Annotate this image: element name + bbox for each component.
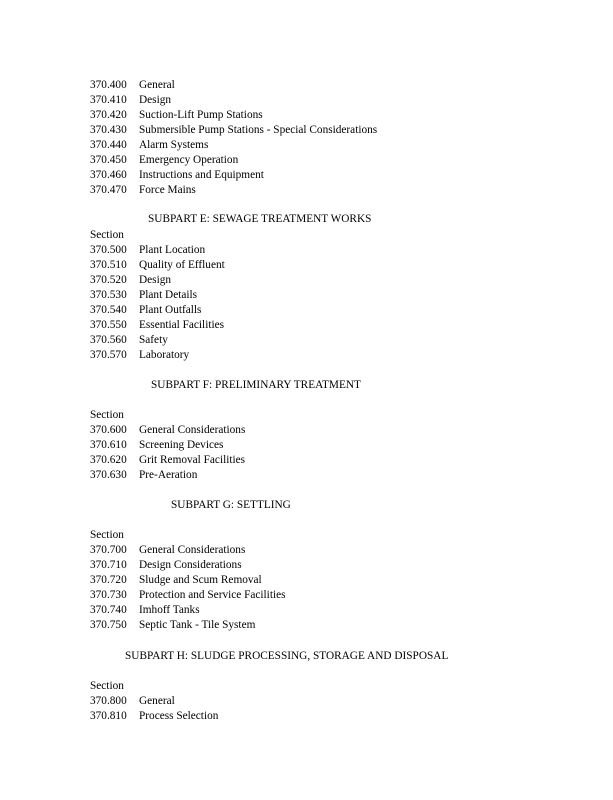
section-title: Essential Facilities [139, 319, 225, 331]
section-title: Grit Removal Facilities [139, 454, 246, 466]
section-title: Pre-Aeration [139, 469, 198, 481]
section-number: 370.610 [90, 439, 127, 451]
section-number: 370.810 [90, 710, 127, 722]
section-number: 370.720 [90, 574, 127, 586]
section-number: 370.740 [90, 604, 127, 616]
section-title: Screening Devices [139, 439, 224, 451]
section-number: 370.510 [90, 259, 127, 271]
section-label: Section [90, 409, 124, 421]
section-label: Section [90, 529, 124, 541]
section-title: Emergency Operation [139, 154, 239, 166]
section-number: 370.800 [90, 695, 127, 707]
section-title: Imhoff Tanks [139, 604, 200, 616]
section-title: Septic Tank - Tile System [139, 619, 256, 631]
section-number: 370.730 [90, 589, 127, 601]
section-title: Plant Outfalls [139, 304, 202, 316]
section-title: Plant Details [139, 289, 198, 301]
section-title: Sludge and Scum Removal [139, 574, 262, 586]
section-title: General Considerations [139, 424, 246, 436]
section-number: 370.560 [90, 334, 127, 346]
section-label: Section [90, 680, 124, 692]
section-number: 370.600 [90, 424, 127, 436]
section-title: Laboratory [139, 349, 190, 361]
section-number: 370.400 [90, 79, 127, 91]
section-title: Process Selection [139, 710, 219, 722]
section-number: 370.500 [90, 244, 127, 256]
section-title: Plant Location [139, 244, 206, 256]
section-title: Alarm Systems [139, 139, 209, 151]
section-number: 370.410 [90, 94, 127, 106]
section-number: 370.470 [90, 184, 127, 196]
section-number: 370.420 [90, 109, 127, 121]
section-title: Force Mains [139, 184, 196, 196]
section-number: 370.540 [90, 304, 127, 316]
section-number: 370.700 [90, 544, 127, 556]
section-number: 370.450 [90, 154, 127, 166]
section-number: 370.460 [90, 169, 127, 181]
section-title: General Considerations [139, 544, 246, 556]
section-number: 370.530 [90, 289, 127, 301]
section-title: Instructions and Equipment [139, 169, 264, 181]
section-title: Design [139, 94, 172, 106]
section-title: Protection and Service Facilities [139, 589, 286, 601]
section-number: 370.620 [90, 454, 127, 466]
subpart-heading: SUBPART H: SLUDGE PROCESSING, STORAGE AND DISPOSAL [125, 650, 449, 662]
section-title: Submersible Pump Stations - Special Considerations [139, 124, 378, 136]
subpart-heading: SUBPART G: SETTLING [171, 499, 291, 511]
section-number: 370.750 [90, 619, 127, 631]
section-title: General [139, 695, 175, 707]
section-number: 370.430 [90, 124, 127, 136]
section-title: General [139, 79, 175, 91]
section-title: Safety [139, 334, 168, 346]
section-number: 370.710 [90, 559, 127, 571]
section-number: 370.550 [90, 319, 127, 331]
section-title: Quality of Effluent [139, 259, 225, 271]
section-number: 370.630 [90, 469, 127, 481]
section-title: Design [139, 274, 172, 286]
section-title: Design Considerations [139, 559, 242, 571]
section-title: Suction-Lift Pump Stations [139, 109, 263, 121]
subpart-heading: SUBPART F: PRELIMINARY TREATMENT [151, 379, 361, 391]
section-number: 370.570 [90, 349, 127, 361]
subpart-heading: SUBPART E: SEWAGE TREATMENT WORKS [148, 213, 372, 225]
section-number: 370.440 [90, 139, 127, 151]
section-number: 370.520 [90, 274, 127, 286]
section-label: Section [90, 229, 124, 241]
